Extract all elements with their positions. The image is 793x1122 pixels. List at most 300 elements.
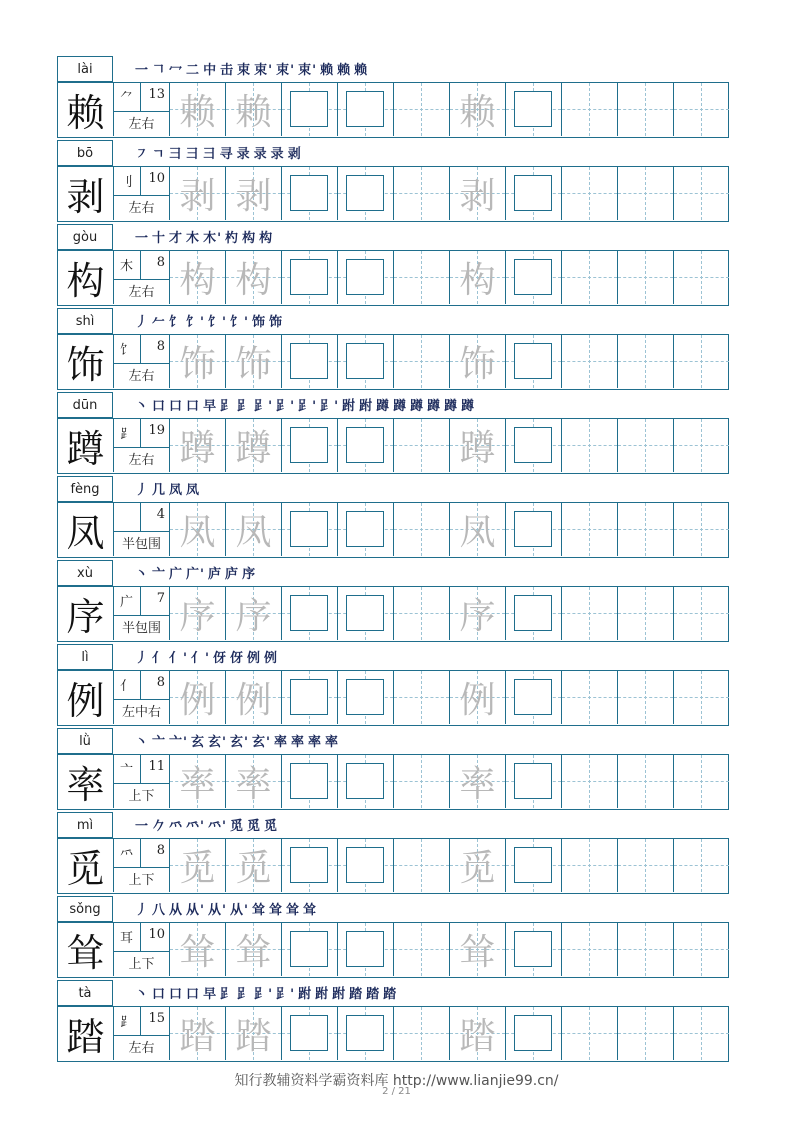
guide-line	[394, 613, 449, 614]
practice-cell[interactable]	[562, 755, 618, 808]
practice-box[interactable]	[290, 91, 328, 127]
practice-box[interactable]	[346, 763, 384, 799]
practice-cell[interactable]	[562, 1007, 618, 1060]
stroke-step: 𧾷	[220, 987, 235, 1002]
practice-cell[interactable]	[506, 1007, 562, 1060]
practice-cell[interactable]	[618, 503, 674, 556]
stroke-count: 8	[156, 675, 165, 690]
practice-cell[interactable]	[674, 419, 730, 472]
practice-box[interactable]	[514, 931, 552, 967]
structure-type: 上下	[128, 873, 155, 888]
stroke-step: 饣'	[208, 315, 228, 330]
practice-cell[interactable]	[338, 167, 394, 220]
trace-character: 耸	[235, 932, 272, 973]
structure-type: 左右	[128, 117, 155, 132]
character-entry	[57, 308, 729, 388]
practice-cell[interactable]	[674, 587, 730, 640]
practice-cell[interactable]	[394, 83, 450, 136]
practice-cell[interactable]	[170, 923, 226, 976]
practice-box[interactable]	[290, 595, 328, 631]
practice-cell[interactable]	[282, 1007, 338, 1060]
stroke-count: 10	[148, 927, 165, 942]
practice-cell[interactable]	[226, 335, 282, 388]
practice-cell[interactable]	[226, 1007, 282, 1060]
stroke-step: ⺤'	[186, 819, 206, 834]
practice-box[interactable]	[290, 511, 328, 547]
practice-cell[interactable]	[674, 167, 730, 220]
stroke-step: 率	[291, 735, 306, 750]
practice-box[interactable]	[290, 679, 328, 715]
model-character: 踏	[58, 1007, 114, 1060]
practice-cell[interactable]	[618, 755, 674, 808]
structure-type: 左中右	[121, 705, 161, 720]
guide-line	[562, 1033, 617, 1034]
practice-cell[interactable]	[618, 167, 674, 220]
practice-cell[interactable]	[506, 755, 562, 808]
writing-grid	[57, 670, 729, 726]
practice-box[interactable]	[290, 259, 328, 295]
guide-line	[674, 613, 729, 614]
practice-cell[interactable]	[338, 755, 394, 808]
practice-box[interactable]	[290, 175, 328, 211]
guide-line	[562, 949, 617, 950]
radical: ⺤	[120, 847, 134, 862]
stroke-step: 例	[264, 651, 279, 666]
stroke-order	[135, 144, 305, 166]
practice-cell[interactable]	[338, 251, 394, 304]
practice-cell[interactable]	[506, 839, 562, 892]
guide-line	[562, 193, 617, 194]
practice-cell[interactable]	[506, 671, 562, 724]
practice-cell[interactable]	[618, 1007, 674, 1060]
guide-line	[618, 613, 673, 614]
practice-cell[interactable]	[562, 587, 618, 640]
stroke-step: 从'	[186, 903, 206, 918]
practice-cell[interactable]	[450, 923, 506, 976]
stroke-order	[135, 480, 203, 502]
trace-character: 序	[459, 596, 496, 637]
practice-cell[interactable]	[674, 251, 730, 304]
writing-grid	[57, 502, 729, 558]
radical: 广	[120, 595, 134, 610]
trace-character: 觅	[459, 848, 496, 889]
practice-cell[interactable]	[618, 419, 674, 472]
writing-grid	[57, 166, 729, 222]
info-divider	[140, 839, 141, 867]
practice-cell[interactable]	[394, 587, 450, 640]
practice-cell[interactable]	[450, 1007, 506, 1060]
practice-cell[interactable]	[450, 587, 506, 640]
practice-box[interactable]	[346, 91, 384, 127]
practice-box[interactable]	[290, 847, 328, 883]
radical: ⻊	[120, 1015, 134, 1030]
guide-line	[394, 277, 449, 278]
practice-cell[interactable]	[170, 251, 226, 304]
stroke-count: 19	[148, 423, 165, 438]
practice-cell[interactable]	[170, 335, 226, 388]
trace-character: 构	[459, 260, 496, 301]
practice-cell[interactable]	[282, 167, 338, 220]
practice-cell[interactable]	[338, 839, 394, 892]
practice-cell[interactable]	[170, 755, 226, 808]
guide-line	[618, 445, 673, 446]
practice-cell[interactable]	[226, 839, 282, 892]
trace-character: 凤	[459, 512, 496, 553]
stroke-step: 构	[242, 231, 257, 246]
stroke-step: 彐	[185, 147, 200, 162]
practice-cell[interactable]	[338, 503, 394, 556]
practice-cell[interactable]	[282, 503, 338, 556]
stroke-step: 口	[186, 987, 201, 1002]
guide-line	[562, 445, 617, 446]
practice-box[interactable]	[514, 763, 552, 799]
guide-line	[618, 697, 673, 698]
practice-box[interactable]	[514, 175, 552, 211]
practice-cell[interactable]	[338, 335, 394, 388]
practice-cell[interactable]	[450, 83, 506, 136]
radical: ⻊	[120, 427, 134, 442]
practice-cell[interactable]	[506, 167, 562, 220]
practice-cell[interactable]	[450, 503, 506, 556]
guide-line	[618, 361, 673, 362]
practice-cell[interactable]	[338, 419, 394, 472]
practice-cell[interactable]	[226, 923, 282, 976]
trace-character: 觅	[179, 848, 216, 889]
practice-cell[interactable]	[618, 671, 674, 724]
character-info	[114, 251, 170, 304]
stroke-step: 庐	[208, 567, 223, 582]
practice-cell[interactable]	[226, 83, 282, 136]
practice-cell[interactable]	[282, 671, 338, 724]
practice-box[interactable]	[514, 847, 552, 883]
stroke-step: 二	[186, 63, 201, 78]
guide-line	[618, 1033, 673, 1034]
practice-cell[interactable]	[506, 251, 562, 304]
practice-box[interactable]	[514, 427, 552, 463]
practice-cell[interactable]	[674, 923, 730, 976]
stroke-step: 录	[270, 147, 285, 162]
practice-cell[interactable]	[226, 755, 282, 808]
stroke-count: 7	[156, 591, 165, 606]
practice-cell[interactable]	[394, 923, 450, 976]
stroke-step: ㇇	[135, 147, 150, 162]
stroke-step: 丶	[135, 987, 150, 1002]
practice-box[interactable]	[290, 427, 328, 463]
practice-box[interactable]	[514, 343, 552, 379]
practice-cell[interactable]	[618, 83, 674, 136]
practice-cell[interactable]	[282, 251, 338, 304]
practice-cell[interactable]	[562, 419, 618, 472]
practice-cell[interactable]	[674, 335, 730, 388]
practice-cell[interactable]	[226, 419, 282, 472]
trace-character: 构	[179, 260, 216, 301]
practice-cell[interactable]	[226, 251, 282, 304]
character-entry	[57, 812, 729, 892]
guide-line	[618, 193, 673, 194]
writing-grid	[57, 922, 729, 978]
practice-cell[interactable]	[562, 167, 618, 220]
trace-character: 饰	[179, 344, 216, 385]
guide-line	[674, 865, 729, 866]
practice-cell[interactable]	[170, 419, 226, 472]
stroke-step: 饣'	[230, 315, 249, 330]
writing-grid	[57, 250, 729, 306]
practice-box[interactable]	[514, 679, 552, 715]
practice-cell[interactable]	[562, 503, 618, 556]
trace-character: 觅	[235, 848, 272, 889]
stroke-step: 𧾷'	[320, 399, 340, 414]
guide-line	[562, 361, 617, 362]
info-divider	[114, 783, 169, 784]
info-divider	[140, 167, 141, 195]
practice-cell[interactable]	[394, 755, 450, 808]
stroke-step: 丿	[135, 315, 150, 330]
practice-cell[interactable]	[674, 671, 730, 724]
practice-cell[interactable]	[618, 923, 674, 976]
practice-cell[interactable]	[618, 335, 674, 388]
practice-cell[interactable]	[338, 587, 394, 640]
stroke-step: 踏	[349, 987, 364, 1002]
stroke-step: ⺤'	[208, 819, 228, 834]
practice-cell[interactable]	[562, 335, 618, 388]
practice-cell[interactable]	[562, 923, 618, 976]
practice-cell[interactable]	[394, 419, 450, 472]
character-entry	[57, 392, 729, 472]
practice-cell[interactable]	[226, 587, 282, 640]
practice-cell[interactable]	[394, 251, 450, 304]
stroke-step: 击	[220, 63, 235, 78]
practice-cell[interactable]	[394, 503, 450, 556]
guide-line	[618, 109, 673, 110]
practice-cell[interactable]	[450, 167, 506, 220]
practice-box[interactable]	[346, 343, 384, 379]
practice-box[interactable]	[346, 1015, 384, 1051]
practice-cell[interactable]	[674, 1007, 730, 1060]
practice-cell[interactable]	[506, 587, 562, 640]
practice-cell[interactable]	[226, 503, 282, 556]
character-info	[114, 419, 170, 472]
stroke-step: 一	[135, 231, 150, 246]
practice-cell[interactable]	[394, 839, 450, 892]
practice-cell[interactable]	[282, 755, 338, 808]
structure-type: 左右	[128, 1041, 155, 1056]
practice-box[interactable]	[346, 595, 384, 631]
stroke-step: 才	[169, 231, 184, 246]
practice-cell[interactable]	[394, 167, 450, 220]
stroke-step: 𧾷	[220, 399, 235, 414]
practice-cell[interactable]	[282, 335, 338, 388]
guide-line	[618, 865, 673, 866]
practice-cell[interactable]	[506, 83, 562, 136]
practice-cell[interactable]	[394, 1007, 450, 1060]
stroke-order	[135, 564, 259, 586]
practice-box[interactable]	[514, 511, 552, 547]
stroke-step: 丿	[135, 651, 150, 666]
practice-box[interactable]	[346, 931, 384, 967]
practice-cell[interactable]	[170, 167, 226, 220]
practice-cell[interactable]	[226, 671, 282, 724]
practice-box[interactable]	[346, 427, 384, 463]
character-info	[114, 167, 170, 220]
practice-cell[interactable]	[338, 83, 394, 136]
radical: 耳	[120, 931, 134, 946]
practice-cell[interactable]	[226, 167, 282, 220]
practice-cell[interactable]	[506, 503, 562, 556]
trace-character: 率	[235, 764, 272, 805]
stroke-step: 率	[273, 735, 288, 750]
model-character: 蹲	[58, 419, 114, 472]
stroke-step: 饰	[252, 315, 267, 330]
stroke-step: 构	[259, 231, 274, 246]
stroke-order	[135, 984, 400, 1006]
guide-line	[674, 781, 729, 782]
practice-cell[interactable]	[170, 1007, 226, 1060]
stroke-step: 𠃍	[152, 63, 167, 78]
practice-box[interactable]	[514, 1015, 552, 1051]
practice-box[interactable]	[290, 343, 328, 379]
stroke-step: 十	[152, 231, 167, 246]
practice-cell[interactable]	[282, 839, 338, 892]
practice-box[interactable]	[346, 847, 384, 883]
stroke-step: 赖	[337, 63, 352, 78]
practice-cell[interactable]	[170, 839, 226, 892]
practice-box[interactable]	[346, 175, 384, 211]
practice-cell[interactable]	[618, 251, 674, 304]
practice-cell[interactable]	[170, 587, 226, 640]
stroke-step: 𧾷'	[276, 987, 296, 1002]
practice-cell[interactable]	[450, 251, 506, 304]
stroke-count: 13	[148, 87, 165, 102]
practice-cell[interactable]	[338, 923, 394, 976]
stroke-count: 8	[156, 255, 165, 270]
trace-character: 蹲	[179, 428, 216, 469]
model-character: 凤	[58, 503, 114, 556]
structure-type: 左右	[128, 285, 155, 300]
practice-cell[interactable]	[394, 335, 450, 388]
practice-box[interactable]	[346, 679, 384, 715]
stroke-step: 亠'	[169, 735, 189, 750]
stroke-step: 束'	[298, 63, 318, 78]
practice-cell[interactable]	[674, 839, 730, 892]
pinyin-label: lǜ	[57, 728, 113, 754]
stroke-step: 跗	[342, 399, 357, 414]
practice-cell[interactable]	[618, 587, 674, 640]
guide-line	[674, 529, 729, 530]
practice-cell[interactable]	[618, 839, 674, 892]
stroke-step: 伢	[230, 651, 245, 666]
stroke-step: 丶	[135, 735, 150, 750]
stroke-step: 跗	[332, 987, 347, 1002]
stroke-step: 从'	[230, 903, 249, 918]
stroke-step: 庐	[225, 567, 240, 582]
practice-cell[interactable]	[562, 83, 618, 136]
practice-box[interactable]	[290, 1015, 328, 1051]
practice-cell[interactable]	[394, 671, 450, 724]
trace-character: 耸	[459, 932, 496, 973]
trace-character: 蹲	[235, 428, 272, 469]
practice-box[interactable]	[514, 595, 552, 631]
practice-cell[interactable]	[170, 503, 226, 556]
stroke-step: 饣'	[186, 315, 206, 330]
stroke-step: 丿	[135, 483, 150, 498]
info-divider	[140, 1007, 141, 1035]
practice-cell[interactable]	[170, 83, 226, 136]
practice-cell[interactable]	[674, 83, 730, 136]
practice-box[interactable]	[290, 931, 328, 967]
stroke-step: 口	[169, 987, 184, 1002]
structure-type: 半包围	[121, 537, 161, 552]
stroke-step: 率	[308, 735, 323, 750]
stroke-step: 口	[169, 399, 184, 414]
practice-cell[interactable]	[450, 755, 506, 808]
stroke-step: 饰	[269, 315, 284, 330]
stroke-step: 丶	[135, 567, 150, 582]
guide-line	[618, 781, 673, 782]
practice-box[interactable]	[346, 511, 384, 547]
practice-cell[interactable]	[170, 671, 226, 724]
practice-cell[interactable]	[282, 923, 338, 976]
practice-cell[interactable]	[506, 419, 562, 472]
stroke-step: 𧾷	[237, 399, 252, 414]
guide-line	[618, 529, 673, 530]
guide-line	[674, 445, 729, 446]
practice-cell[interactable]	[450, 335, 506, 388]
guide-line	[674, 109, 729, 110]
practice-cell[interactable]	[562, 671, 618, 724]
practice-cell[interactable]	[282, 83, 338, 136]
pinyin-label: bō	[57, 140, 113, 166]
stroke-step: 从'	[208, 903, 228, 918]
stroke-step: 𠂉	[152, 315, 167, 330]
info-divider	[114, 195, 169, 196]
trace-character: 序	[235, 596, 272, 637]
practice-box[interactable]	[346, 259, 384, 295]
stroke-step: 丶	[135, 399, 150, 414]
guide-line	[394, 949, 449, 950]
info-divider	[140, 755, 141, 783]
practice-cell[interactable]	[674, 755, 730, 808]
stroke-step: 杓	[225, 231, 240, 246]
practice-cell[interactable]	[282, 419, 338, 472]
practice-cell[interactable]	[506, 335, 562, 388]
trace-character: 剥	[235, 176, 272, 217]
practice-cell[interactable]	[338, 671, 394, 724]
stroke-step: 玄'	[230, 735, 249, 750]
structure-type: 左右	[128, 201, 155, 216]
guide-line	[618, 277, 673, 278]
practice-cell[interactable]	[450, 671, 506, 724]
stroke-count: 4	[156, 507, 165, 522]
stroke-step: 早	[203, 399, 218, 414]
practice-cell[interactable]	[450, 839, 506, 892]
practice-box[interactable]	[514, 91, 552, 127]
stroke-step: 广'	[186, 567, 206, 582]
trace-character: 踏	[179, 1016, 216, 1057]
stroke-step: 亠	[152, 735, 167, 750]
practice-cell[interactable]	[338, 1007, 394, 1060]
practice-box[interactable]	[290, 763, 328, 799]
practice-cell[interactable]	[282, 587, 338, 640]
practice-cell[interactable]	[674, 503, 730, 556]
stroke-step: 录	[236, 147, 251, 162]
practice-cell[interactable]	[562, 251, 618, 304]
stroke-count: 8	[156, 339, 165, 354]
practice-cell[interactable]	[450, 419, 506, 472]
practice-cell[interactable]	[562, 839, 618, 892]
practice-box[interactable]	[514, 259, 552, 295]
stroke-step: 录	[253, 147, 268, 162]
practice-cell[interactable]	[506, 923, 562, 976]
